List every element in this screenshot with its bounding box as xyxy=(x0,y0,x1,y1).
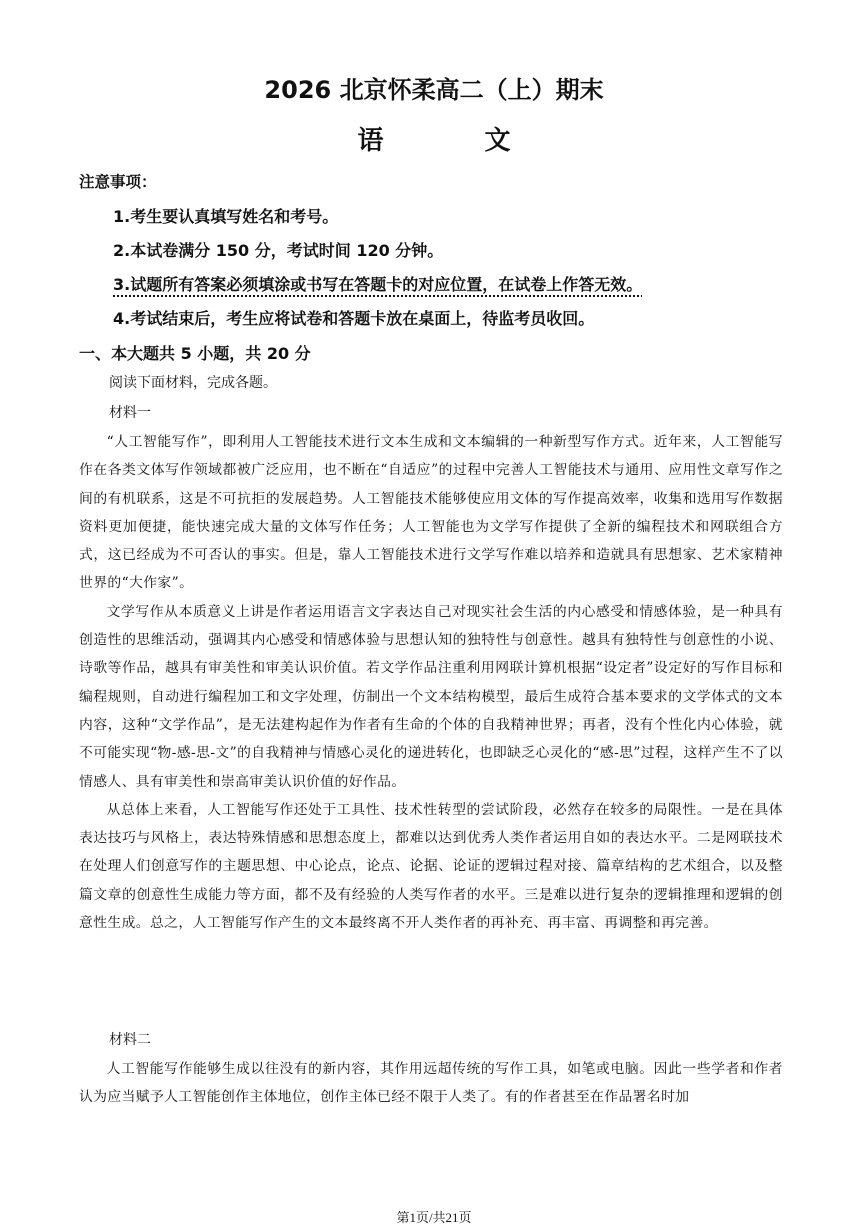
material-two-text xyxy=(79,1055,783,1112)
page-number: 第1页/共21页 xyxy=(396,1210,472,1225)
notice-heading: 注意事项： xyxy=(79,173,157,191)
exam-title: 2026 北京怀柔高二（上）期末 xyxy=(264,76,604,104)
notice-item: 2.本试卷满分 150 分，考试时间 120 分钟。 xyxy=(113,241,444,260)
reading-instruction: 阅读下面材料，完成各题。 xyxy=(109,375,277,391)
paragraph: 文学写作从本质意义上讲是作者运用语言文字表达自己对现实社会生活的内心感受和情感体验，是一种具有创造性的思维活动，强调其内心感受和情感体验与思想认知的独特性与创意性。越具有独特性与创意性的小说、诗歌等作品，越具有审美性和审美认识价值。若文学作品注重利用网联计算机根据“设定者”设定好的写作目标和编程规则，自动进行编程加工和文字处理，仿制出一个文本结构模型，最后生成符合基本要求的文学体式的文本内容，这种“文学作品”，是无法建构起作为作者有生命的个体的自我精神世界；再者，没有个性化内心体验，就不可能实现“物-感-思-文”的自我精神与情感心灵化的递进转化，也即缺乏心灵化的“感-思”过程，这样产生不了以情感人、具有审美性和崇高审美认识价值的好作品。 xyxy=(79,603,783,790)
paragraph: “人工智能写作”，即利用人工智能技术进行文本生成和文本编辑的一种新型写作方式。近年来，人工智能写作在各类文体写作领域都被广泛应用，也不断在“自适应”的过程中完善人工智能技术与通用、应用性文章写作之间的有机联系，这是不可抗拒的发展趋势。人工智能技术能够使应用文体的写作提高效率，收集和选用写作数据资料更加便捷，能快速完成大量的文体写作任务；人工智能也为文学写作提供了全新的编程技术和网联组合方式，这已经成为不可否认的事实。但是，靠人工智能技术进行文学写作难以培养和造就具有思想家、艺术家精神世界的“大作家”。 xyxy=(79,434,783,592)
section-heading: 一、本大题共 5 小题，共 20 分 xyxy=(79,344,311,363)
material-one-text xyxy=(79,428,783,937)
notice-item: 3.试题所有答案必须填涂或书写在答题卡的对应位置，在试卷上作答无效。 xyxy=(113,275,643,294)
material-label: 材料二 xyxy=(109,1032,151,1048)
paragraph: 从总体上来看，人工智能写作还处于工具性、技术性转型的尝试阶段，必然存在较多的局限性。一是在具体表达技巧与风格上，表达特殊情感和思想态度上，都难以达到优秀人类作者运用自如的表达水平。二是网联技术在处理人们创意写作的主题思想、中心论点，论点、论据、论证的逻辑过程对接、篇章结构的艺术组合，以及整篇文章的创意性生成能力等方面，都不及有经验的人类写作者的水平。三是难以进行复杂的逻辑推理和逻辑的创意性生成。总之，人工智能写作产生的文本最终离不开人类作者的再补充、再丰富、再调整和再完善。 xyxy=(79,801,783,932)
notice-item: 1.考生要认真填写姓名和考号。 xyxy=(113,207,339,226)
material-label: 材料一 xyxy=(109,405,151,421)
paragraph: 人工智能写作能够生成以往没有的新内容，其作用远超传统的写作工具，如笔或电脑。因此一些学者和作者认为应当赋予人工智能创作主体地位，创作主体已经不限于人类了。有的作者甚至在作品署名时加 xyxy=(79,1061,783,1106)
subject-title: 语 文 xyxy=(357,126,557,156)
notice-item: 4.考试结束后，考生应将试卷和答题卡放在桌面上，待监考员收回。 xyxy=(113,309,595,328)
